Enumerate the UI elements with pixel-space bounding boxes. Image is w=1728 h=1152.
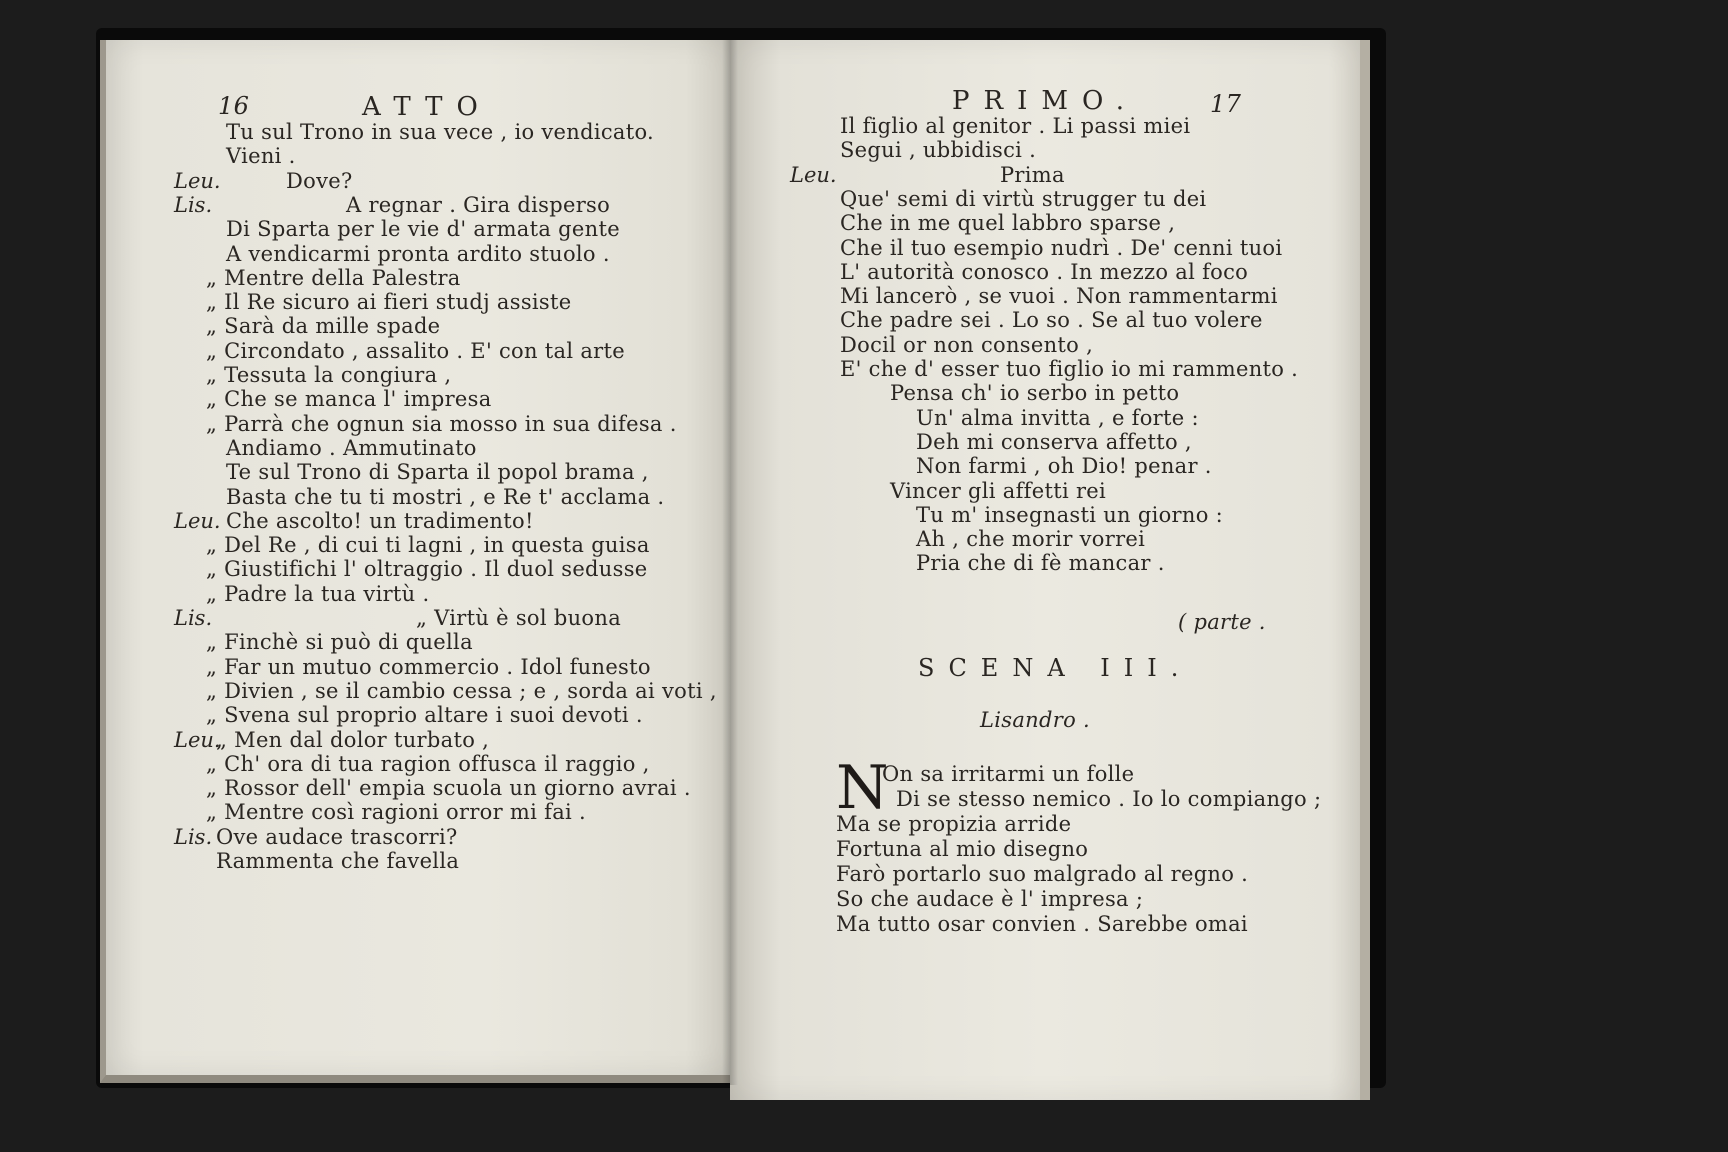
scene-heading: SCENA III.	[918, 654, 1193, 682]
verse-line: Che padre sei . Lo so . Se al tuo volere	[840, 308, 1263, 333]
verse-line: „ Giustifichi l' oltraggio . Il duol sedusse	[206, 557, 648, 582]
monologue-line: Ma se propizia arride	[836, 812, 1072, 836]
monologue-line: Fortuna al mio disegno	[836, 837, 1089, 861]
verse-line: Che ascolto! un tradimento!	[226, 508, 534, 533]
monologue-line: Ma tutto osar convien . Sarebbe omai	[836, 912, 1248, 936]
monologue-line: So che audace è l' impresa ;	[836, 887, 1144, 911]
verse-line: „ Parrà che ognun sia mosso in sua difesa .	[206, 411, 677, 436]
page-number-left: 16	[218, 92, 250, 120]
verse-line: Docil or non consento ,	[840, 332, 1094, 357]
running-head-left: ATTO	[362, 92, 492, 122]
drop-cap: N	[836, 753, 889, 823]
verse-line: „ Padre la tua virtù .	[206, 581, 430, 606]
right-page	[730, 40, 1370, 1100]
verse-line: „ Men dal dolor turbato ,	[216, 727, 490, 752]
verse-line: Andiamo . Ammutinato	[226, 435, 477, 460]
verse-line: „ Sarà da mille spade	[206, 314, 441, 339]
monologue-line: Farò portarlo suo malgrado al regno .	[836, 862, 1249, 886]
verse-line: Basta che tu ti mostri , e Re t' acclama .	[226, 484, 665, 509]
verse-line: „ Divien , se il cambio cessa ; e , sorda ai voti ,	[206, 678, 717, 703]
speaker-label: Leu.	[174, 168, 221, 193]
verse-line: Di Sparta per le vie d' armata gente	[226, 217, 620, 242]
verse-line: „ Che se manca l' impresa	[206, 387, 492, 412]
verse-line: Il figlio al genitor . Li passi miei	[840, 114, 1191, 138]
verse-line: Deh mi conserva affetto ,	[916, 429, 1192, 454]
monologue-line: Di se stesso nemico . Io lo compiango ;	[896, 787, 1322, 811]
verse-line: Pria che di fè mancar .	[916, 551, 1165, 576]
verse-line: „ Mentre della Palestra	[206, 265, 461, 290]
verse-line: „ Circondato , assalito . E' con tal arte	[206, 338, 625, 363]
speaker-label: Leu.	[174, 508, 221, 533]
book-gutter	[722, 40, 738, 1085]
verse-line: Pensa ch' io serbo in petto	[890, 381, 1180, 406]
verse-line: „ Il Re sicuro ai fieri studj assiste	[206, 290, 572, 315]
open-book	[100, 40, 1380, 1100]
verse-line: Segui , ubbidisci .	[840, 138, 1037, 163]
verse-line: Rammenta che favella	[216, 849, 460, 873]
speaker-label: Lis.	[174, 606, 213, 630]
verse-line: „ Mentre così ragioni orror mi fai .	[206, 800, 586, 825]
verse-line: „ Virtù è sol buona	[416, 606, 622, 630]
verse-line: Che il tuo esempio nudrì . De' cenni tuoi	[840, 235, 1283, 260]
verse-line: Que' semi di virtù strugger tu dei	[840, 186, 1207, 211]
running-head-right: PRIMO.	[952, 86, 1139, 116]
verse-line: Tu m' insegnasti un giorno :	[916, 502, 1223, 527]
verse-line: Un' alma invitta , e forte :	[916, 405, 1199, 430]
verse-line: „ Rossor dell' empia scuola un giorno avrai .	[206, 776, 691, 801]
speaker-label: Leu.	[174, 727, 221, 752]
verse-line: „ Finchè si può di quella	[206, 630, 473, 655]
speaker-label: Lis.	[174, 824, 213, 849]
verse-line: Vincer gli affetti rei	[890, 478, 1107, 503]
speaker-label: Lis.	[174, 192, 213, 217]
monologue-line: On sa irritarmi un folle	[882, 762, 1135, 786]
speaker-label: Leu.	[790, 162, 837, 187]
verse-line: Ove audace trascorri?	[216, 824, 458, 849]
verse-line: Vieni .	[226, 144, 296, 169]
verse-line: „ Far un mutuo commercio . Idol funesto	[206, 654, 651, 679]
scene-character: Lisandro .	[980, 708, 1090, 732]
verse-line: Mi lancerò , se vuoi . Non rammentarmi	[840, 284, 1278, 309]
verse-line: „ Ch' ora di tua ragion offusca il raggio ,	[206, 751, 650, 776]
verse-line: A regnar . Gira disperso	[346, 192, 611, 217]
exit-direction: ( parte .	[1178, 610, 1266, 634]
verse-line: „ Svena sul proprio altare i suoi devoti .	[206, 703, 643, 728]
verse-line: E' che d' esser tuo figlio io mi rammento .	[840, 357, 1299, 381]
verse-line: Ah , che morir vorrei	[916, 527, 1146, 552]
verse-line: Tu sul Trono in sua vece , io vendicato.	[226, 120, 655, 144]
verse-line: Non farmi , oh Dio! penar .	[916, 454, 1212, 479]
verse-line: Che in me quel labbro sparse ,	[840, 211, 1176, 236]
verse-line: „ Del Re , di cui ti lagni , in questa guisa	[206, 533, 650, 558]
page-number-right: 17	[1210, 90, 1242, 118]
left-page	[100, 40, 736, 1083]
verse-line: L' autorità conosco . In mezzo al foco	[840, 259, 1249, 284]
verse-line: Te sul Trono di Sparta il popol brama ,	[226, 460, 649, 485]
verse-line: Dove?	[286, 168, 353, 193]
verse-line: Prima	[1000, 162, 1065, 187]
verse-line: „ Tessuta la congiura ,	[206, 363, 452, 387]
verse-line: A vendicarmi pronta ardito stuolo .	[226, 241, 610, 266]
